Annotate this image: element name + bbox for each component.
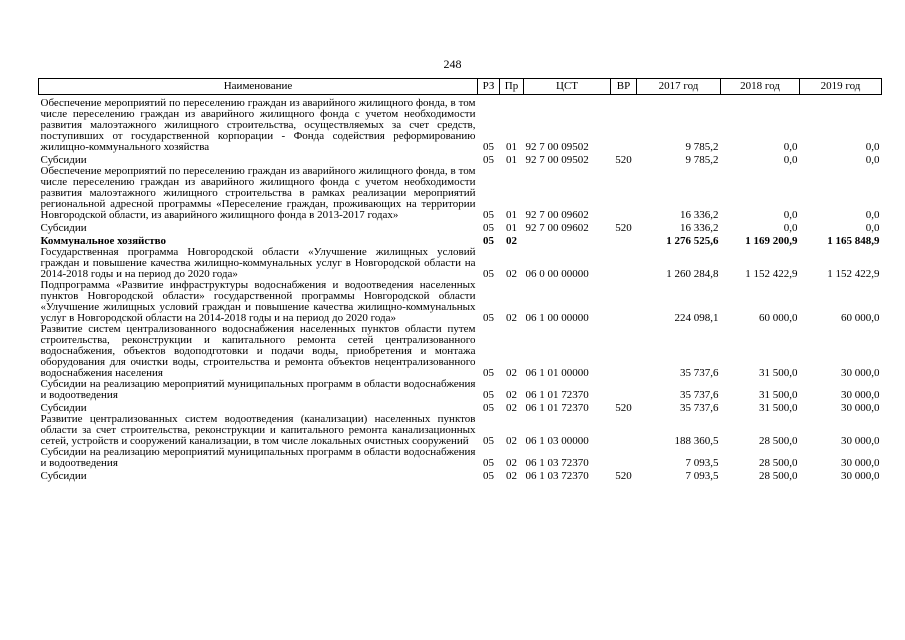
row-2018: 28 500,0 xyxy=(759,435,798,447)
row-2018: 31 500,0 xyxy=(759,389,798,401)
row-2017: 35 737,6 xyxy=(680,389,719,401)
row-cst: 92 7 00 09502 xyxy=(525,141,589,153)
header-rz: РЗ xyxy=(478,79,500,95)
row-name: Коммунальное хозяйство xyxy=(40,235,167,247)
row-2018: 1 169 200,9 xyxy=(745,235,798,247)
table-row xyxy=(39,166,882,221)
row-pr: 02 xyxy=(506,402,517,414)
row-pr: 01 xyxy=(506,209,517,221)
table-row xyxy=(39,414,882,447)
row-cst: 06 1 01 72370 xyxy=(525,389,589,401)
table-row xyxy=(39,247,882,280)
row-2017: 16 336,2 xyxy=(680,222,719,234)
row-2017: 7 093,5 xyxy=(685,457,719,469)
row-rz: 05 xyxy=(483,435,494,447)
row-name: Субсидии на реализацию мероприятий муниципальных программ в области водоснабжения и водоотведения xyxy=(40,446,476,469)
header-name: Наименование xyxy=(39,79,478,95)
row-pr: 01 xyxy=(506,222,517,234)
row-name: Субсидии на реализацию мероприятий муниципальных программ в области водоснабжения и водоотведения xyxy=(40,378,476,401)
header-2019: 2019 год xyxy=(800,79,882,95)
row-rz: 05 xyxy=(483,402,494,414)
row-2018: 0,0 xyxy=(783,209,798,221)
row-cst: 06 1 03 72370 xyxy=(525,457,589,469)
row-pr: 02 xyxy=(506,268,517,280)
row-2019: 30 000,0 xyxy=(841,389,880,401)
row-vr xyxy=(611,166,637,221)
row-2017: 35 737,6 xyxy=(680,367,719,379)
row-2017: 224 098,1 xyxy=(674,312,719,324)
row-2018: 0,0 xyxy=(783,154,798,166)
row-cst: 06 1 03 72370 xyxy=(525,470,589,482)
row-pr: 02 xyxy=(506,435,517,447)
header-2018: 2018 год xyxy=(721,79,800,95)
row-2017: 35 737,6 xyxy=(680,402,719,414)
row-pr: 02 xyxy=(506,312,517,324)
row-pr: 02 xyxy=(506,389,517,401)
row-2018: 0,0 xyxy=(783,141,798,153)
row-2018: 31 500,0 xyxy=(759,367,798,379)
row-pr: 02 xyxy=(506,457,517,469)
row-cst: 92 7 00 09602 xyxy=(525,209,589,221)
row-name: Субсидии xyxy=(40,154,87,166)
row-rz: 05 xyxy=(483,312,494,324)
row-2017: 16 336,2 xyxy=(680,209,719,221)
row-rz: 05 xyxy=(483,457,494,469)
row-2019: 30 000,0 xyxy=(841,367,880,379)
row-2019: 0,0 xyxy=(865,209,880,221)
row-2017: 9 785,2 xyxy=(685,154,719,166)
row-2019: 60 000,0 xyxy=(841,312,880,324)
row-2018: 1 152 422,9 xyxy=(745,268,798,280)
row-cst: 06 0 00 00000 xyxy=(525,268,589,280)
row-vr: 520 xyxy=(615,154,632,166)
row-pr: 02 xyxy=(506,367,517,379)
page-number: 248 xyxy=(443,57,462,71)
row-cst: 06 1 01 72370 xyxy=(525,402,589,414)
row-pr: 01 xyxy=(506,154,517,166)
row-name: Субсидии xyxy=(40,222,87,234)
table-row xyxy=(39,447,882,469)
row-name: Подпрограмма «Развитие инфраструктуры водоснабжения и водоотведения населенных пунктов Новгородской области» государственной программы Новгородской области «Улучшение жилищных условий граждан и повышение качества жилищно-коммунальных услуг в Новгородской области на 2014-2018 годы и на период до 2020 года» xyxy=(40,279,476,324)
row-2019: 30 000,0 xyxy=(841,402,880,414)
row-rz: 05 xyxy=(483,367,494,379)
header-pr: Пр xyxy=(500,79,524,95)
row-vr xyxy=(611,447,637,469)
row-cst xyxy=(524,234,611,247)
row-rz: 05 xyxy=(483,222,494,234)
row-rz: 05 xyxy=(483,209,494,221)
row-vr xyxy=(611,379,637,401)
row-2017: 7 093,5 xyxy=(685,470,719,482)
row-vr xyxy=(611,280,637,324)
row-2019: 1 152 422,9 xyxy=(827,268,880,280)
row-rz: 05 xyxy=(483,470,494,482)
row-vr: 520 xyxy=(615,402,632,414)
row-2017: 1 276 525,6 xyxy=(666,235,719,247)
row-2019: 0,0 xyxy=(865,222,880,234)
row-2019: 30 000,0 xyxy=(841,435,880,447)
row-vr xyxy=(611,98,637,153)
row-cst: 06 1 01 00000 xyxy=(525,367,589,379)
row-cst: 06 1 00 00000 xyxy=(525,312,589,324)
row-vr xyxy=(611,247,637,280)
row-rz: 05 xyxy=(483,235,494,247)
row-cst: 92 7 00 09602 xyxy=(525,222,589,234)
header-2017: 2017 год xyxy=(637,79,721,95)
row-2019: 0,0 xyxy=(865,154,880,166)
table-row xyxy=(39,379,882,401)
row-2018: 0,0 xyxy=(783,222,798,234)
row-2019: 1 165 848,9 xyxy=(827,235,880,247)
row-rz: 05 xyxy=(483,141,494,153)
row-rz: 05 xyxy=(483,268,494,280)
row-2019: 0,0 xyxy=(865,141,880,153)
row-pr: 01 xyxy=(506,141,517,153)
row-2017: 1 260 284,8 xyxy=(666,268,719,280)
row-name: Обеспечение мероприятий по переселению граждан из аварийного жилищного фонда, в том числе переселению граждан из аварийного жилищного фонда с учетом необходимости развития малоэтажного жилищного строительства в рамках реализации мероприятий региональной адресной программы «Переселение граждан, проживающих на территории Новгородской области, из аварийного жилищного фонда в 2013-2017 годах» xyxy=(40,165,476,221)
table-row xyxy=(39,98,882,153)
table-row xyxy=(39,469,882,482)
row-vr xyxy=(611,414,637,447)
row-name: Субсидии xyxy=(40,470,87,482)
row-name: Развитие централизованных систем водоотведения (канализации) населенных пунктов области за счет строительства, реконструкции и капитального ремонта канализационных сетей, устройств и сооружений канализации, в том числе локальных очистных сооружений xyxy=(40,413,476,447)
row-name: Обеспечение мероприятий по переселению граждан из аварийного жилищного фонда, в том числе переселению граждан из аварийного жилищного фонда с учетом необходимости развития малоэтажного жилищного строительства, осуществляемых за счет средств, поступивших от государственной корпорации - Фонда содействия реформированию жилищно-коммунального хозяйства xyxy=(40,97,476,153)
table-row xyxy=(39,221,882,234)
row-name: Субсидии xyxy=(40,402,87,414)
row-vr xyxy=(611,234,637,247)
row-pr: 02 xyxy=(506,235,517,247)
row-cst: 92 7 00 09502 xyxy=(525,154,589,166)
row-2018: 28 500,0 xyxy=(759,470,798,482)
row-rz: 05 xyxy=(483,154,494,166)
header-cst: ЦСТ xyxy=(524,79,611,95)
row-cst: 06 1 03 00000 xyxy=(525,435,589,447)
row-pr: 02 xyxy=(506,470,517,482)
table-row xyxy=(39,280,882,324)
row-vr: 520 xyxy=(615,222,632,234)
budget-table xyxy=(38,78,882,482)
header-row xyxy=(39,79,882,95)
row-2017: 9 785,2 xyxy=(685,141,719,153)
row-2018: 60 000,0 xyxy=(759,312,798,324)
row-2017: 188 360,5 xyxy=(674,435,719,447)
row-2018: 28 500,0 xyxy=(759,457,798,469)
row-2019: 30 000,0 xyxy=(841,470,880,482)
row-rz: 05 xyxy=(483,389,494,401)
row-name: Развитие систем централизованного водоснабжения населенных пунктов области путем строительства, реконструкции и капитального ремонта сетей централизованного водоснабжения, объектов водоподготовки и подачи воды, приобретения и монтажа оборудования для очистки воды, строительства и ремонта объектов нецентрализованного водоснабжения населения xyxy=(40,323,476,379)
header-vr: ВР xyxy=(611,79,637,95)
table-row xyxy=(39,324,882,379)
row-vr xyxy=(611,324,637,379)
row-vr: 520 xyxy=(615,470,632,482)
row-name: Государственная программа Новгородской области «Улучшение жилищных условий граждан и повышение качества жилищно-коммунальных услуг в Новгородской области на 2014-2018 годы и на период до 2020 года» xyxy=(40,246,476,280)
row-2019: 30 000,0 xyxy=(841,457,880,469)
row-2018: 31 500,0 xyxy=(759,402,798,414)
